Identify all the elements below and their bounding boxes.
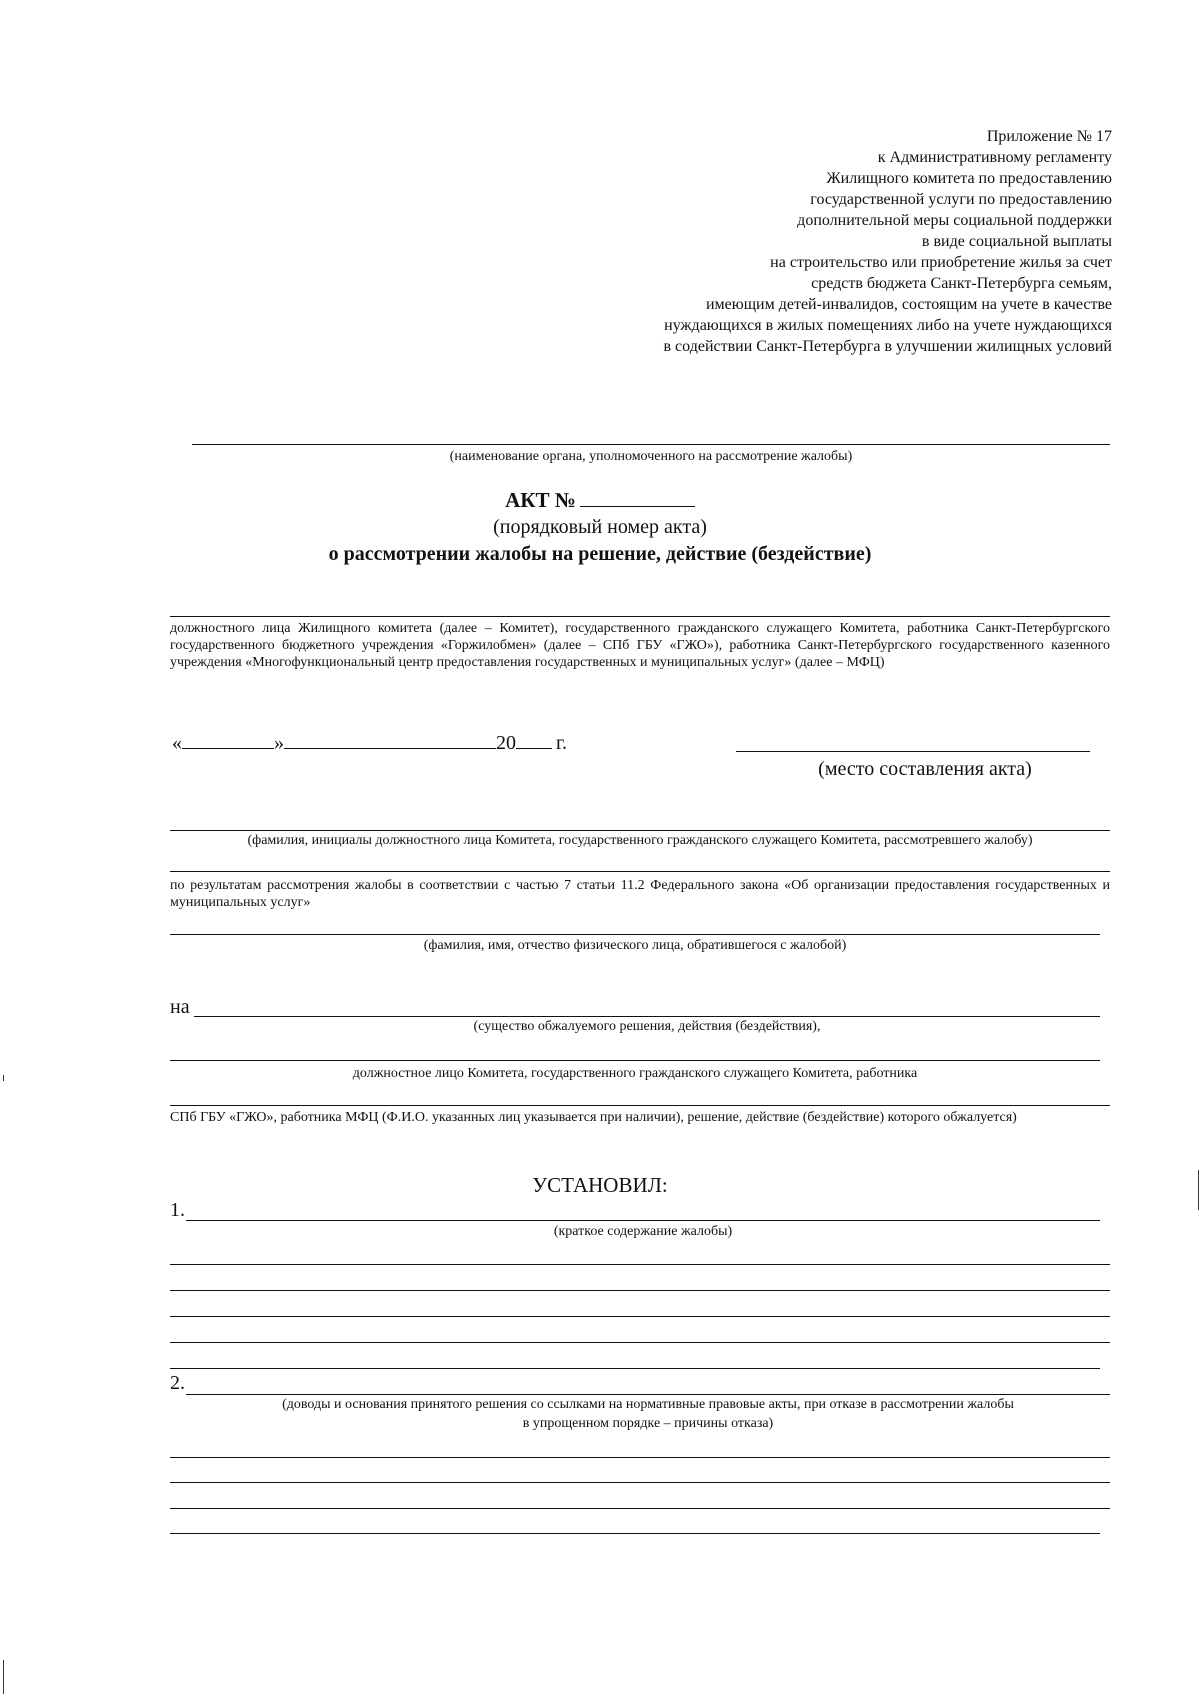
act-number-field[interactable] xyxy=(580,488,695,507)
century-text: 20 xyxy=(496,732,516,754)
year-field[interactable] xyxy=(516,730,552,749)
established-heading: УСТАНОВИЛ: xyxy=(532,1173,668,1197)
scan-edge-mark xyxy=(3,1075,4,1081)
item2-extra-line[interactable] xyxy=(170,1457,1110,1458)
item1-field[interactable] xyxy=(186,1220,1100,1221)
act-subject: о рассмотрении жалобы на решение, действие (бездействие) xyxy=(328,543,872,565)
item1-caption: (краткое содержание жалобы) xyxy=(553,1224,733,1239)
annex-line: в содействии Санкт-Петербурга в улучшении жилищных условий xyxy=(663,338,1112,355)
item1-extra-line[interactable] xyxy=(170,1290,1110,1291)
annex-line: средств бюджета Санкт-Петербурга семьям, xyxy=(811,275,1112,292)
place-field[interactable] xyxy=(736,751,1090,752)
essence-field[interactable] xyxy=(194,1016,1100,1017)
act-title xyxy=(0,488,1200,513)
item2-extra-line[interactable] xyxy=(170,1482,1110,1483)
open-quote: « xyxy=(172,732,182,754)
official3-field[interactable] xyxy=(170,1105,1110,1106)
reviewer-caption: (фамилия, инициалы должностного лица Комитета, государственного гражданского служащего Комитета, рассмотревшего жалобу) xyxy=(247,833,1033,848)
item2-field[interactable] xyxy=(186,1394,1110,1395)
item1-label: 1. xyxy=(170,1199,185,1221)
close-quote: » xyxy=(274,732,284,754)
annex-line: Приложение № 17 xyxy=(986,128,1112,145)
reviewer-name-field[interactable] xyxy=(170,830,1110,831)
essence-caption: (существо обжалуемого решения, действия (бездействия), xyxy=(473,1019,821,1034)
item2-caption-line2: в упрощенном порядке – причины отказа) xyxy=(522,1416,774,1431)
official-name-field[interactable] xyxy=(170,616,1110,617)
applicant-name-field[interactable] xyxy=(170,934,1100,935)
annex-line: Жилищного комитета по предоставлению xyxy=(826,170,1112,187)
annex-line: имеющим детей-инвалидов, состоящим на учете в качестве xyxy=(705,296,1112,313)
official-caption: должностного лица Жилищного комитета (далее – Комитет), государственного гражданского служащего Комитета, работника Санкт-Петербургского государственного бюджетного учреждения «Горжилобмен» (далее – СПб ГБУ «ГЖО»), работника Санкт-Петербургского государственного казенного учреждения «Многофункциональный центр предоставления государственных и муниципальных услуг» (далее – МФЦ) xyxy=(170,621,1110,670)
annex-line: на строительство или приобретение жилья за счет xyxy=(770,254,1112,271)
item1-extra-line[interactable] xyxy=(170,1316,1110,1317)
item2-label: 2. xyxy=(170,1372,185,1394)
item1-extra-line[interactable] xyxy=(170,1342,1110,1343)
date-row xyxy=(172,730,567,755)
month-field[interactable] xyxy=(284,730,496,749)
basis-text: по результатам рассмотрения жалобы в соответствии с частью 7 статьи 11.2 Федерального закона «Об организации предоставления государственных и муниципальных услуг» xyxy=(170,878,1110,910)
scan-edge-mark xyxy=(1198,1170,1199,1210)
official3-text: СПб ГБУ «ГЖО», работника МФЦ (Ф.И.О. указанных лиц указывается при наличии), решение, действие (бездействие) которого обжалуется) xyxy=(170,1110,1017,1125)
act-title-text: АКТ № xyxy=(505,488,576,512)
annex-line: дополнительной меры социальной поддержки xyxy=(797,212,1112,229)
item2-extra-line[interactable] xyxy=(170,1533,1100,1534)
basis-field[interactable] xyxy=(170,871,1110,872)
year-suffix: г. xyxy=(556,732,567,754)
scan-edge-mark xyxy=(3,1660,4,1694)
item2-extra-line[interactable] xyxy=(170,1508,1110,1509)
annex-line: в виде социальной выплаты xyxy=(921,233,1112,250)
annex-line: государственной услуги по предоставлению xyxy=(810,191,1112,208)
annex-line: к Административному регламенту xyxy=(877,149,1112,166)
place-caption: (место составления акта) xyxy=(818,758,1032,780)
annex-line: нуждающихся в жилых помещениях либо на учете нуждающихся xyxy=(664,317,1112,334)
item1-extra-line[interactable] xyxy=(170,1264,1110,1265)
authority-caption: (наименование органа, уполномоченного на рассмотрение жалобы) xyxy=(449,449,853,464)
item1-extra-line[interactable] xyxy=(170,1368,1100,1369)
act-number-caption: (порядковый номер акта) xyxy=(493,516,707,538)
on-label: на xyxy=(170,996,190,1018)
day-field[interactable] xyxy=(182,730,274,749)
authority-name-field[interactable] xyxy=(192,444,1110,445)
applicant-caption: (фамилия, имя, отчество физического лица, обратившегося с жалобой) xyxy=(423,938,847,953)
official2-field[interactable] xyxy=(170,1060,1100,1061)
item2-caption-line1: (доводы и основания принятого решения со ссылками на нормативные правовые акты, при отказе в рассмотрении жалобы xyxy=(282,1397,1014,1412)
official2-caption: должностное лицо Комитета, государственного гражданского служащего Комитета, работника xyxy=(352,1066,918,1081)
annex-header xyxy=(492,126,1112,357)
